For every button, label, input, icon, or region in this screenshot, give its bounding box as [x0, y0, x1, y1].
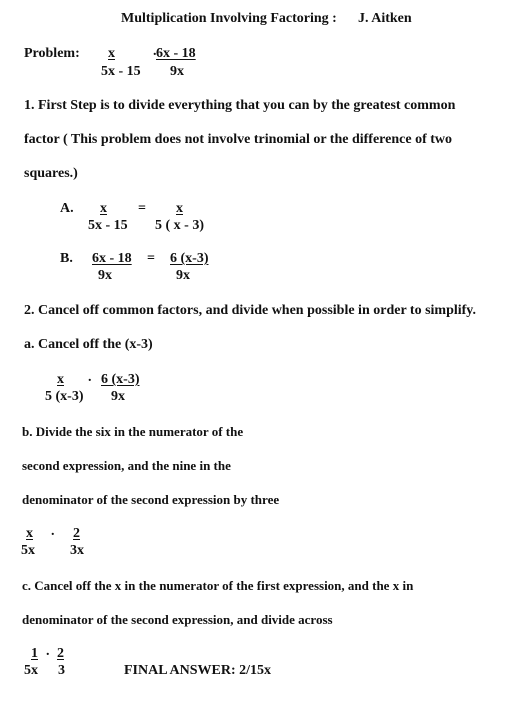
- step2a-text: a. Cancel off the (x-3): [24, 337, 153, 352]
- step2b-line1: b. Divide the six in the numerator of the: [22, 424, 244, 439]
- step1-line3: squares.): [24, 166, 78, 181]
- step2a-frac2-denominator: 9x: [111, 389, 125, 404]
- step2b-frac2-denominator: 3x: [70, 543, 84, 558]
- step2a-frac1-denominator: 5 (x-3): [45, 389, 84, 404]
- step2b-line3: denominator of the second expression by three: [22, 492, 280, 507]
- step2-line: 2. Cancel off common factors, and divide when possible in order to simplify.: [24, 303, 477, 318]
- final-answer: FINAL ANSWER: 2/15x: [124, 663, 272, 678]
- step1-line1: 1. First Step is to divide everything that you can by the greatest common: [24, 98, 456, 113]
- step2c-frac1-numerator: 1: [31, 646, 38, 661]
- step1a-lhs-numerator: x: [100, 201, 107, 216]
- problem-frac2-numerator: 6x - 18: [156, 46, 196, 61]
- step1a-lhs-denominator: 5x - 15: [88, 218, 128, 233]
- step1b-equals: =: [147, 251, 155, 266]
- step1a-rhs-numerator: x: [176, 201, 183, 216]
- step1b-lhs-numerator: 6x - 18: [92, 251, 132, 266]
- step1b-rhs-denominator: 9x: [176, 268, 190, 283]
- problem-label: Problem:: [24, 46, 80, 61]
- problem-frac1-numerator: x: [108, 46, 115, 61]
- step2b-dot: .: [51, 524, 55, 539]
- problem-frac1-denominator: 5x - 15: [101, 64, 141, 79]
- page-title: Multiplication Involving Factoring :: [121, 11, 337, 26]
- step2b-line2: second expression, and the nine in the: [22, 458, 231, 473]
- step1a-label: A.: [60, 201, 74, 216]
- step1b-label: B.: [60, 251, 73, 266]
- step2c-line1: c. Cancel off the x in the numerator of the first expression, and the x in: [22, 578, 414, 593]
- step2c-line2: denominator of the second expression, and divide across: [22, 612, 333, 627]
- step2a-frac2-numerator: 6 (x-3): [101, 372, 140, 387]
- step1b-rhs-numerator: 6 (x-3): [170, 251, 209, 266]
- step2a-dot: .: [88, 370, 92, 385]
- step1-line2: factor ( This problem does not involve trinomial or the difference of two: [24, 132, 452, 147]
- step2b-frac2-numerator: 2: [73, 526, 80, 541]
- step2c-dot: .: [46, 644, 50, 659]
- step1a-equals: =: [138, 201, 146, 216]
- step2c-frac2-numerator: 2: [57, 646, 64, 661]
- step2c-frac1-denominator: 5x: [24, 663, 38, 678]
- step2b-frac1-denominator: 5x: [21, 543, 35, 558]
- step2a-frac1-numerator: x: [57, 372, 64, 387]
- step2c-frac2-denominator: 3: [58, 663, 65, 678]
- step1a-rhs-denominator: 5 ( x - 3): [155, 218, 204, 233]
- step1b-lhs-denominator: 9x: [98, 268, 112, 283]
- problem-frac2-denominator: 9x: [170, 64, 184, 79]
- problem-dot: .: [153, 44, 157, 59]
- step2b-frac1-numerator: x: [26, 526, 33, 541]
- author-name: J. Aitken: [358, 11, 412, 26]
